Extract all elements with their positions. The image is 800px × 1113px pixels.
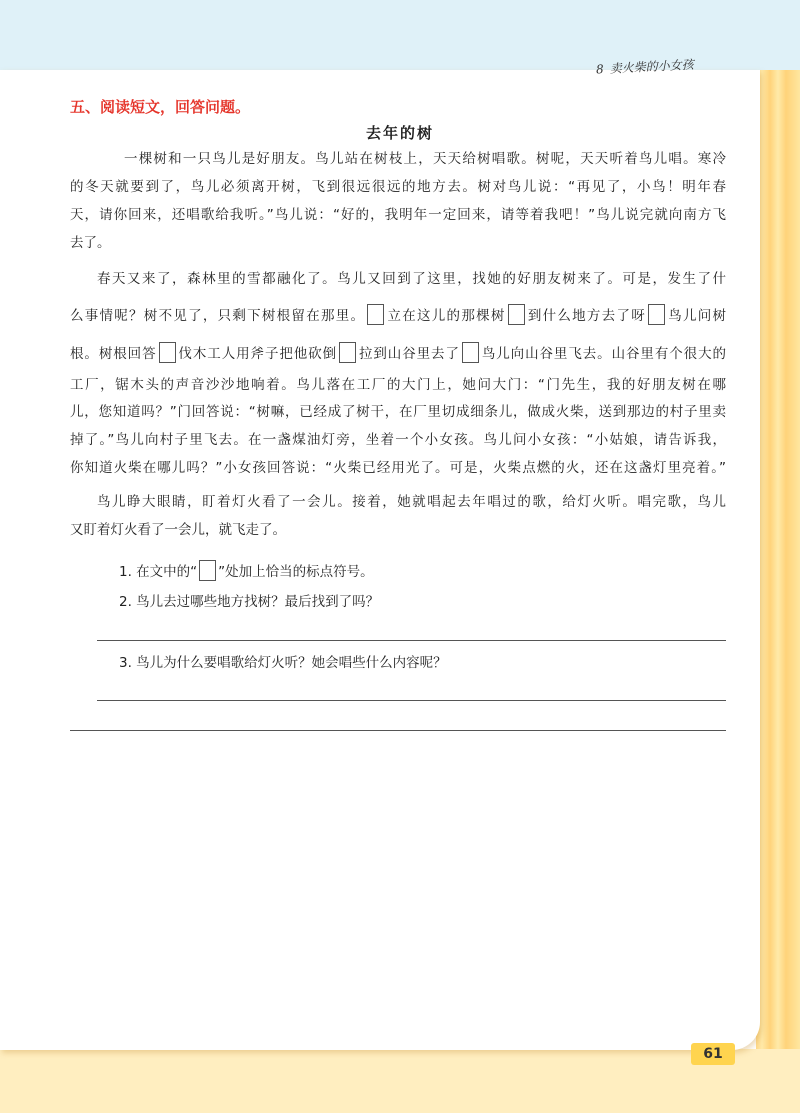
punctuation-blank-box[interactable] <box>367 304 384 325</box>
question-1 <box>119 560 374 581</box>
text-segment: 拉到山谷里去了 <box>358 346 460 362</box>
question-1-text-end: ”处加上恰当的标点符号。 <box>218 564 374 580</box>
text-segment: 么事情呢？树不见了，只剩下树根留在那里。 <box>70 308 366 324</box>
paragraph-line: 你知道火柴在哪儿吗？”小女孩回答说：“火柴已经用光了。可是，火柴点燃的火，还在这盏灯里亮着。” <box>70 460 726 476</box>
text-segment: 根。树根回答 <box>70 346 157 362</box>
bottom-background-band <box>0 1049 800 1113</box>
paragraph-line: 工厂，锯木头的声音沙沙地响着。鸟儿落在工厂的大门上，她问大门：“门先生，我的好朋友树在哪 <box>70 377 726 393</box>
punctuation-blank-box[interactable] <box>159 342 176 363</box>
paragraph-line: 去了。 <box>70 235 111 251</box>
paragraph-line: 鸟儿睁大眼睛，盯着灯火看了一会儿。接着，她就唱起去年唱过的歌，给灯火听。唱完歌，鸟儿 <box>97 494 726 510</box>
text-segment: 立在这儿的那棵树 <box>386 308 506 324</box>
paragraph-line: 掉了。”鸟儿向村子里飞去。在一盏煤油灯旁，坐着一个小女孩。鸟儿问小女孩：“小姑娘，请告诉我， <box>70 432 726 448</box>
paragraph-line-with-blanks <box>70 304 726 325</box>
text-segment: 伐木工人用斧子把他砍倒 <box>177 346 338 362</box>
question-3: 3. 鸟儿为什么要唱歌给灯火听？她会唱些什么内容呢？ <box>119 655 447 671</box>
text-segment: 鸟儿问树 <box>666 308 727 324</box>
punctuation-blank-box[interactable] <box>339 342 356 363</box>
punctuation-blank-box[interactable] <box>508 304 525 325</box>
punctuation-blank-box[interactable] <box>648 304 665 325</box>
answer-line-q2[interactable] <box>97 640 726 641</box>
paragraph-line: 春天又来了，森林里的雪都融化了。鸟儿又回到了这里，找她的好朋友树来了。可是，发生了什 <box>97 271 726 287</box>
paragraph-line: 一棵树和一只鸟儿是好朋友。鸟儿站在树枝上，天天给树唱歌。树呢，天天听着鸟儿唱。寒冷 <box>124 151 726 167</box>
section-title: 五、阅读短文，回答问题。 <box>70 98 251 116</box>
text-segment: 鸟儿向山谷里飞去。山谷里有个很大的 <box>480 346 727 362</box>
answer-line-q3-extra[interactable] <box>70 730 726 731</box>
lesson-number: 8 <box>595 62 605 77</box>
question-1-text-start: 1. 在文中的“ <box>119 564 198 580</box>
story-title: 去年的树 <box>365 124 434 142</box>
text-segment: 到什么地方去了呀 <box>526 308 646 324</box>
punctuation-blank-box-example <box>199 560 216 581</box>
lesson-title: 卖火柴的小女孩 <box>609 57 694 76</box>
page-stack-edge <box>756 70 800 1113</box>
page-number: 61 <box>691 1043 735 1065</box>
paragraph-line: 又盯着灯火看了一会儿，就飞走了。 <box>70 522 286 538</box>
paragraph-line: 天，请你回来，还唱歌给我听。”鸟儿说：“好的，我明年一定回来，请等着我吧！”鸟儿说完就向南方飞 <box>70 207 726 223</box>
paragraph-line: 的冬天就要到了，鸟儿必须离开树，飞到很远很远的地方去。树对鸟儿说：“再见了，小鸟！明年春 <box>70 179 726 195</box>
question-2: 2. 鸟儿去过哪些地方找树？最后找到了吗？ <box>119 594 380 610</box>
paragraph-line: 儿，您知道吗？”门回答说：“树嘛，已经成了树干，在厂里切成细条儿，做成火柴，送到那边的村子里卖 <box>70 404 726 420</box>
answer-line-q3[interactable] <box>97 700 726 701</box>
paragraph-line-with-blanks <box>70 342 726 363</box>
punctuation-blank-box[interactable] <box>462 342 479 363</box>
